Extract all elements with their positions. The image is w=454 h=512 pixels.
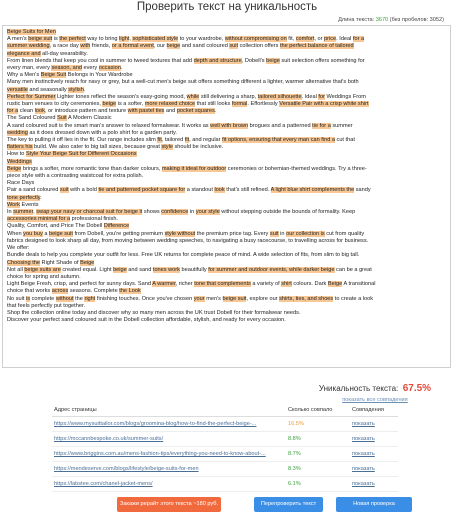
text-line bbox=[7, 274, 446, 281]
recheck-button[interactable]: Перепроверить текст bbox=[254, 497, 323, 512]
matched-fragment: formal bbox=[231, 101, 248, 108]
matched-fragment: tone that complements bbox=[194, 281, 251, 288]
matched-fragment: beige bbox=[266, 57, 280, 64]
text-fragment: way to bring bbox=[85, 36, 120, 43]
matched-fragment: suit bbox=[269, 230, 279, 237]
matched-fragment: flatters his bbox=[7, 144, 33, 151]
text-fragment: Weddings From bbox=[324, 93, 366, 100]
matched-fragment: pocket squares bbox=[176, 108, 215, 115]
text-fragment: all-day wearability. bbox=[40, 50, 88, 57]
matched-fragment: Beige Suits for Men bbox=[7, 29, 56, 35]
text-fragment: Not all bbox=[7, 266, 25, 273]
text-fragment: . bbox=[120, 65, 123, 72]
text-fragment: the bbox=[73, 295, 85, 302]
col-url-header: Адрес страницы bbox=[52, 404, 286, 417]
text-fragment: From linen blends that keep you cool in summer to tweed textures that add bbox=[7, 57, 194, 64]
text-fragment: friends, bbox=[90, 43, 112, 50]
show-match-link[interactable]: показать bbox=[352, 481, 375, 487]
text-fragment: , bbox=[129, 36, 133, 43]
show-match-link[interactable]: показать bbox=[352, 466, 375, 472]
matched-fragment: with pastel ties bbox=[127, 108, 165, 115]
text-fragment: A men's bbox=[7, 36, 29, 43]
text-fragment: fit, bbox=[286, 36, 296, 43]
text-fragment: , bbox=[33, 209, 37, 216]
text-fragment: Right Shade of bbox=[39, 259, 81, 266]
text-line bbox=[7, 36, 446, 43]
result-row bbox=[52, 462, 398, 477]
matched-fragment: season, and bbox=[51, 65, 82, 72]
matched-fragment: the perfect bbox=[59, 36, 86, 43]
text-fragment: in bbox=[278, 230, 287, 237]
text-fragment: cut that bbox=[334, 137, 355, 144]
text-fragment: summer bbox=[330, 122, 353, 129]
text-line bbox=[7, 144, 446, 151]
matched-fragment: confidence bbox=[161, 209, 189, 216]
text-fragment: brings a softer, more romantic tone than darker colours, bbox=[21, 165, 162, 172]
text-fragment: choice for spring and autumn. bbox=[7, 273, 81, 280]
text-fragment: . bbox=[214, 108, 217, 115]
matched-fragment: across bbox=[51, 288, 69, 295]
result-row bbox=[52, 447, 398, 462]
text-line bbox=[7, 180, 446, 187]
text-line bbox=[7, 65, 446, 72]
result-action-cell bbox=[350, 462, 398, 477]
result-row bbox=[52, 417, 398, 432]
text-line bbox=[7, 130, 446, 137]
text-fragment: and seasonally bbox=[27, 86, 69, 93]
text-line bbox=[7, 72, 446, 79]
text-fragment: that's still refined. bbox=[224, 187, 271, 194]
matched-fragment: sophisticated style bbox=[132, 36, 179, 43]
text-fragment: When bbox=[7, 230, 24, 237]
text-line bbox=[7, 303, 446, 310]
text-fragment: suit selection offers something for bbox=[279, 57, 365, 64]
matched-fragment: the perfect balance of tailored bbox=[279, 43, 354, 50]
length-no-spaces: (без пробелов: 3052) bbox=[389, 17, 444, 23]
text-fragment: and bbox=[164, 108, 177, 115]
results-table bbox=[52, 404, 398, 492]
matched-fragment: depth and structure bbox=[193, 57, 242, 64]
text-line bbox=[7, 173, 446, 180]
result-url-cell bbox=[52, 447, 286, 462]
show-all-matches-link[interactable]: показать все совпадения bbox=[342, 397, 408, 403]
text-fragment: Lighter tones reflect the season's easy-going mood, bbox=[55, 93, 187, 100]
text-line bbox=[7, 108, 446, 115]
text-line bbox=[7, 281, 446, 288]
text-fragment: cut from quality bbox=[324, 230, 365, 237]
show-match-link[interactable]: показать bbox=[352, 421, 375, 427]
result-url-cell bbox=[52, 432, 286, 447]
text-fragment: The Sand Coloured bbox=[7, 115, 58, 122]
text-fragment: created equal. Light bbox=[60, 266, 114, 273]
matched-fragment: stylish bbox=[68, 86, 84, 93]
text-fragment: in bbox=[188, 209, 196, 216]
text-line bbox=[7, 317, 446, 324]
matched-fragment: is bbox=[25, 295, 31, 302]
matched-fragment: comfort bbox=[295, 36, 315, 43]
matched-fragment: Choosing the bbox=[7, 259, 40, 266]
matched-fragment: price bbox=[324, 36, 337, 43]
matched-fragment: Beige Suit bbox=[40, 72, 67, 79]
matched-fragment: tie and patterned pocket square for bbox=[98, 187, 186, 194]
matched-fragment: the Look bbox=[119, 288, 141, 295]
matched-fragment: beige bbox=[102, 101, 117, 108]
text-fragment: beautifully bbox=[179, 266, 209, 273]
text-fragment: a bbox=[42, 230, 49, 237]
matched-fragment: well with brown bbox=[210, 122, 249, 129]
col-pct-header: Сколько совпало bbox=[286, 404, 350, 417]
score-label: Уникальность текста: bbox=[318, 384, 399, 393]
text-fragment: brogues and a patterned bbox=[248, 122, 313, 129]
text-fragment: Pair a sand coloured bbox=[7, 187, 60, 194]
result-row bbox=[52, 477, 398, 492]
text-fragment: piece style with a contrasting waistcoat for extra polish. bbox=[7, 173, 144, 180]
matched-fragment: tie for a bbox=[312, 122, 331, 129]
matched-fragment: wedding bbox=[7, 129, 28, 136]
result-url-cell bbox=[52, 417, 286, 432]
text-fragment: professional finish. bbox=[70, 216, 118, 223]
text-fragment: choice that works bbox=[7, 288, 52, 295]
text-line bbox=[7, 260, 446, 267]
matched-fragment: Perfect for Summer bbox=[7, 93, 56, 100]
show-match-link[interactable]: показать bbox=[352, 451, 375, 457]
text-line bbox=[7, 159, 446, 166]
text-line bbox=[7, 115, 446, 122]
text-fragment: Many men instinctively reach for navy or grey, but a well-cut men's beige suit offers something different a lighter, warmer alternative that's both bbox=[7, 79, 359, 86]
result-url-cell bbox=[52, 477, 286, 492]
uniqueness-score bbox=[300, 378, 450, 403]
text-line bbox=[7, 231, 446, 238]
matched-fragment: with bbox=[80, 43, 91, 50]
text-fragment: Belongs in Your Wardrobe bbox=[66, 72, 133, 79]
text-fragment: . Ideal bbox=[301, 93, 319, 100]
text-fragment: a standout bbox=[185, 187, 215, 194]
text-fragment: clean bbox=[18, 108, 35, 115]
result-action-cell bbox=[350, 477, 398, 492]
text-line bbox=[7, 288, 446, 295]
text-fragment: . Ideal bbox=[336, 36, 353, 43]
matched-fragment: tailored silhouette bbox=[257, 93, 302, 100]
matched-fragment: summer wedding bbox=[7, 43, 50, 50]
text-fragment: , tailored bbox=[161, 137, 185, 144]
text-line bbox=[7, 29, 446, 36]
result-action-cell bbox=[350, 447, 398, 462]
text-line bbox=[7, 310, 446, 317]
result-pct: 8.8% bbox=[286, 432, 350, 447]
text-fragment: How to bbox=[7, 151, 26, 158]
result-pct: 6.1% bbox=[286, 477, 350, 492]
text-fragment: We offer: bbox=[7, 245, 30, 252]
text-line bbox=[7, 123, 446, 130]
text-line bbox=[7, 166, 446, 173]
text-fragment: , or introduce pattern and texture bbox=[44, 108, 128, 115]
matched-fragment: beige bbox=[166, 43, 181, 50]
new-check-button[interactable]: Новая проверка bbox=[336, 497, 412, 512]
text-fragment: every man, every bbox=[7, 65, 52, 72]
text-line bbox=[7, 58, 446, 65]
text-fragment: The key to pulling it off lies in the fit. Our range includes slim bbox=[7, 137, 158, 144]
text-fragment: collection offers bbox=[238, 43, 280, 50]
text-line bbox=[7, 151, 446, 158]
text-line bbox=[7, 296, 446, 303]
matched-fragment: for bbox=[318, 93, 325, 100]
checked-text-area[interactable] bbox=[2, 25, 451, 368]
text-fragment: Quality, Comfort, and Price The Dobell bbox=[7, 223, 104, 230]
matched-fragment: or a formal event bbox=[111, 43, 154, 50]
text-fragment: from Dobell, you're getting premium bbox=[72, 230, 165, 237]
text-fragment: that still looks bbox=[195, 101, 232, 108]
text-fragment: colours. Dark bbox=[291, 281, 328, 288]
matched-fragment: elegance and bbox=[7, 50, 41, 57]
text-fragment: is a softer, bbox=[116, 101, 145, 108]
length-label: Длина текста: bbox=[338, 17, 375, 23]
text-fragment: A transitional bbox=[342, 281, 376, 288]
matched-fragment: suit bbox=[59, 187, 69, 194]
text-fragment: can be a great bbox=[334, 266, 372, 273]
matched-fragment: your style bbox=[195, 209, 220, 216]
text-fragment: Bundle deals to help you complete your outfit for less. Free UK returns for complete peace of mind. A wide selection of fits, from slim to big tall. bbox=[7, 252, 360, 259]
matched-fragment: beige suit bbox=[49, 230, 73, 237]
results-header-row bbox=[52, 404, 398, 417]
result-url-link[interactable]: https://www.briggins.com.au/mens-fashion-tips/everything-you-need-to-know-about-... bbox=[54, 451, 266, 457]
matched-fragment: our collection is bbox=[286, 230, 325, 237]
text-fragment: . bbox=[83, 86, 86, 93]
text-line bbox=[7, 245, 446, 252]
text-fragment: as it does dressed down with a polo shirt for a garden party. bbox=[27, 129, 177, 136]
text-fragment: men's bbox=[204, 295, 223, 302]
matched-fragment: A light blue shirt complements the bbox=[270, 187, 355, 194]
result-pct: 16.5% bbox=[286, 417, 350, 432]
matched-fragment: making it ideal for outdoor bbox=[161, 165, 227, 172]
matched-fragment: you buy bbox=[23, 230, 43, 237]
text-line bbox=[7, 216, 446, 223]
matched-fragment: summer bbox=[13, 209, 34, 216]
score-value: 67.5% bbox=[402, 383, 432, 394]
result-pct: 8.7% bbox=[286, 447, 350, 462]
matched-fragment: without compromising on bbox=[224, 36, 287, 43]
text-line bbox=[7, 79, 446, 86]
result-action-cell bbox=[350, 417, 398, 432]
show-match-link[interactable]: показать bbox=[352, 436, 375, 442]
text-line bbox=[7, 223, 446, 230]
text-line bbox=[7, 202, 446, 209]
result-url-link[interactable]: https://www.mysuittailor.com/blogs/groomina-blog/how-to-find-the-perfect-beige-... bbox=[54, 421, 257, 427]
text-fragment: and sand coloured bbox=[180, 43, 230, 50]
result-url-link[interactable]: https://mccannbespoke.co.uk/summer-suits/ bbox=[54, 436, 164, 442]
matched-fragment: A warmer bbox=[152, 281, 176, 288]
result-url-link[interactable]: https://mendeserve.com/blogs/lifestyle/beige-suits-for-men bbox=[54, 466, 199, 472]
text-line bbox=[7, 43, 446, 50]
text-fragment: Discover your perfect sand coloured suit in the Dobell collection affordable, stylish, and ready for every occasion. bbox=[7, 317, 286, 324]
text-line bbox=[7, 51, 446, 58]
text-fragment: In bbox=[7, 209, 14, 216]
result-url-cell bbox=[52, 462, 286, 477]
text-line bbox=[7, 101, 446, 108]
col-act-header: Совпадения bbox=[350, 404, 398, 417]
text-length-info bbox=[338, 17, 444, 23]
text-fragment: Race Days bbox=[7, 180, 35, 187]
matched-fragment: style without bbox=[164, 230, 196, 237]
text-fragment: . bbox=[40, 194, 42, 201]
text-fragment: , our bbox=[153, 43, 167, 50]
matched-fragment: Beige bbox=[7, 165, 22, 172]
text-line bbox=[7, 267, 446, 274]
matched-fragment: tones work bbox=[152, 266, 180, 273]
matched-fragment: Versatile Pair with a crisp white shirt bbox=[279, 101, 369, 108]
text-fragment: to your wardrobe, bbox=[178, 36, 225, 43]
matched-fragment: Suit bbox=[57, 115, 67, 122]
text-fragment: A sand coloured suit is the smart man's answer to relaxed formalwear. It works as bbox=[7, 122, 211, 129]
text-fragment: seasons. Complete bbox=[68, 288, 120, 295]
result-url-link[interactable]: https://labstee.com/chanel-jacket-mens/ bbox=[54, 481, 153, 487]
matched-fragment: more relaxed choice bbox=[144, 101, 196, 108]
text-fragment: shows bbox=[142, 209, 162, 216]
text-fragment: A Modern Classic bbox=[66, 115, 112, 122]
result-pct: 8.3% bbox=[286, 462, 350, 477]
text-fragment: is bbox=[52, 36, 60, 43]
matched-fragment: while bbox=[186, 93, 200, 100]
text-line bbox=[7, 94, 446, 101]
text-fragment: should be inclusive. bbox=[172, 144, 224, 151]
matched-fragment: Work bbox=[7, 201, 20, 208]
matched-fragment: for summer and outdoor events, while darker beige bbox=[208, 266, 335, 273]
text-fragment: the premium price tag. Every bbox=[195, 230, 270, 237]
text-line bbox=[7, 252, 446, 259]
matched-fragment: light bbox=[119, 36, 130, 43]
matched-fragment: beige suit bbox=[28, 36, 53, 43]
matched-fragment: without bbox=[55, 295, 74, 302]
matched-fragment: beige bbox=[113, 266, 127, 273]
length-value: 3670 bbox=[375, 17, 389, 23]
matched-fragment: look bbox=[214, 187, 225, 194]
text-fragment: , Dobell's bbox=[241, 57, 267, 64]
matched-fragment: your bbox=[193, 295, 205, 302]
matched-fragment: fit bbox=[157, 137, 162, 144]
matched-fragment: Style Your Beige Suit for Different Occasions bbox=[25, 151, 137, 158]
text-fragment: without stepping outside the bounds of formality. Keep bbox=[219, 209, 356, 216]
matched-fragment: Beige bbox=[80, 259, 95, 266]
text-line bbox=[7, 195, 446, 202]
text-fragment: Light Beige Fresh, crisp, and perfect for sunny days. Sand bbox=[7, 281, 153, 288]
matched-fragment: shirt bbox=[281, 281, 292, 288]
text-fragment: Events bbox=[19, 201, 39, 208]
text-line bbox=[7, 187, 446, 194]
result-action-cell bbox=[350, 432, 398, 447]
matched-fragment: suit bbox=[229, 43, 239, 50]
text-fragment: sandy bbox=[354, 187, 371, 194]
matched-fragment: Difference bbox=[103, 223, 130, 230]
text-fragment: rustic barn venues to city ceremonies, bbox=[7, 101, 103, 108]
text-line bbox=[7, 87, 446, 94]
text-fragment: Why a Men's bbox=[7, 72, 41, 79]
text-fragment: to create a look bbox=[333, 295, 374, 302]
text-fragment: and sand bbox=[126, 266, 153, 273]
matched-fragment: occasion bbox=[98, 65, 121, 72]
matched-fragment: for a bbox=[352, 36, 365, 43]
matched-fragment: look bbox=[34, 108, 45, 115]
matched-fragment: beige suit bbox=[222, 295, 247, 302]
matched-fragment: Weddings bbox=[7, 158, 32, 165]
matched-fragment: for a bbox=[7, 108, 19, 115]
text-fragment: a variety of bbox=[250, 281, 282, 288]
result-row bbox=[52, 432, 398, 447]
matched-fragment: fit bbox=[184, 137, 190, 144]
matched-fragment: style bbox=[161, 144, 173, 151]
text-line bbox=[7, 209, 446, 216]
matched-fragment: Beige bbox=[327, 281, 343, 288]
text-fragment: No suit bbox=[7, 295, 26, 302]
matched-fragment: beige suits are bbox=[24, 266, 61, 273]
text-line bbox=[7, 137, 446, 144]
text-fragment: , richer bbox=[175, 281, 195, 288]
text-fragment: Shop the collection online today and discover why so many men across the UK trust Dobell for their formalwear needs. bbox=[7, 309, 301, 316]
order-rewrite-button[interactable]: Закажи рерайт этого текста ~180 руб. bbox=[117, 497, 221, 512]
matched-fragment: swap your navy or charcoal suit for beige it bbox=[36, 209, 143, 216]
text-fragment: every bbox=[81, 65, 99, 72]
page-title: Проверить текст на уникальность bbox=[136, 1, 318, 13]
text-fragment: fabrics designed to look sharp all day, from moving between wedding speeches, to navigating a busy racecourse, to travelling across for business. bbox=[7, 237, 369, 244]
text-fragment: build. We also cater to big tall sizes, because great bbox=[32, 144, 162, 151]
text-fragment: , a race day bbox=[49, 43, 81, 50]
matched-fragment: tone perfectly bbox=[7, 194, 41, 201]
matched-fragment: fit options, ensuring that every man can find a bbox=[222, 137, 335, 144]
text-fragment: with a bold bbox=[68, 187, 99, 194]
text-fragment: , explore our bbox=[246, 295, 280, 302]
matched-fragment: right bbox=[84, 295, 96, 302]
matched-fragment: accessories minimal for a bbox=[7, 216, 71, 223]
text-fragment: complete bbox=[30, 295, 56, 302]
text-fragment: , and regular bbox=[189, 137, 223, 144]
matched-fragment: shirts, ties, and shoes bbox=[279, 295, 334, 302]
text-fragment: ceremonies or bohemian-themed weddings. Try a three- bbox=[226, 165, 367, 172]
text-fragment: still delivering a sharp, bbox=[199, 93, 258, 100]
text-fragment: . Effortlessly bbox=[247, 101, 280, 108]
matched-fragment: versatile bbox=[7, 86, 28, 93]
text-fragment: , or bbox=[314, 36, 325, 43]
text-line bbox=[7, 238, 446, 245]
text-fragment: that feels perfectly put together. bbox=[7, 302, 86, 309]
text-fragment: finishing touches. Once you've chosen bbox=[95, 295, 194, 302]
